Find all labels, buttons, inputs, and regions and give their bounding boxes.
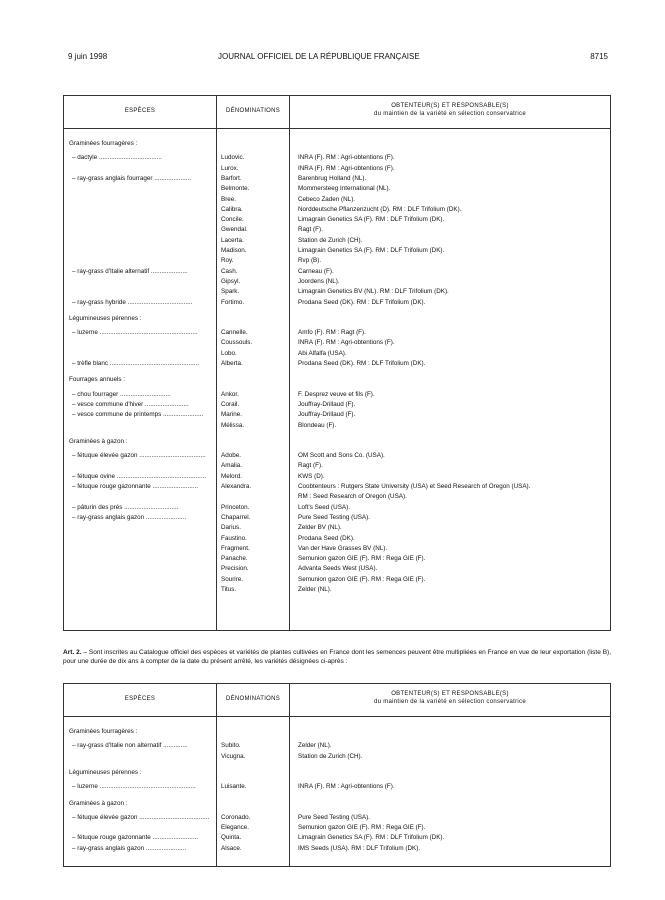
species-cell: – trèfle blanc ................................................... — [72, 360, 200, 367]
table-row — [64, 195, 610, 205]
table-row — [64, 564, 610, 574]
name-cell: Lobo. — [221, 349, 237, 357]
holder-cell: Prodana Seed (DK). — [298, 534, 355, 542]
holder-cell: Advanta Seeds West (USA). — [298, 565, 378, 573]
name-cell: Mélissa. — [221, 421, 245, 429]
holder-cell: Limagrain Genetics SA (F). RM : DLF Trifolium (DK). — [298, 247, 445, 254]
table-row — [64, 328, 610, 338]
species-cell: – ray-grass d'Italie non alternatif .............. — [72, 742, 188, 750]
holder-cell: Cebeco Zaden (NL). — [298, 195, 356, 203]
name-cell: Darius. — [221, 524, 241, 532]
holder-cell: Barenbrug Holland (NL). — [298, 174, 367, 182]
varieties-table-list-b — [63, 683, 611, 867]
name-cell: Quinta. — [221, 834, 242, 842]
table-row — [64, 503, 610, 513]
table-row — [64, 256, 610, 266]
holder-cell: Ragt (F). — [298, 462, 323, 470]
holder-cell: Coobtenteurs : Rutgers State University (USA) et Seed Research of Oregon (USA). — [298, 483, 531, 490]
holder-cell: INRA (F). RM : Agri-obtentions (F). — [298, 154, 395, 162]
name-cell: Marine. — [221, 411, 242, 419]
section-heading-row — [64, 768, 610, 778]
table-row — [64, 554, 610, 564]
holder-cell: OM Scott and Sons Co. (USA). — [298, 452, 385, 460]
header-journal-title: JOURNAL OFFICIEL DE LA RÉPUBLIQUE FRANÇAISE — [218, 52, 420, 61]
holder-cell: Semunion gazon GIE (F). RM : Rega GIE (F). — [298, 575, 426, 583]
holder-cell: Joordens (NL). — [298, 277, 340, 285]
table-row — [64, 451, 610, 461]
holder-cell: RM : Seed Research of Oregon (USA). — [298, 493, 407, 501]
table-row — [64, 267, 610, 277]
table-row — [64, 492, 610, 502]
species-cell: Graminées fourragères : — [69, 728, 138, 735]
table-header — [64, 96, 610, 129]
varieties-table-list-a — [63, 95, 611, 631]
holder-cell: INRA (F). RM : Agri-obtentions (F). — [298, 164, 395, 172]
holder-cell: Abi Alfalfa (USA). — [298, 349, 347, 357]
name-cell: Gipsyl. — [221, 277, 241, 285]
holder-cell: Pure Seed Testing (USA). — [298, 513, 370, 521]
column-header-species: ESPÈCES — [124, 108, 156, 114]
holder-cell: Zelder BV (NL). — [298, 524, 342, 532]
table-row — [64, 184, 610, 194]
name-cell: Adobe. — [221, 452, 241, 460]
table-row — [64, 390, 610, 400]
species-cell: – ray-grass anglais gazon ....................... — [72, 844, 187, 852]
table-row — [64, 349, 610, 359]
holder-cell: Limagrain Genetics SA (F). RM : DLF Trifolium (DK). — [298, 834, 445, 842]
name-cell: Roy. — [221, 257, 234, 265]
name-cell: Sourire. — [221, 575, 244, 583]
species-cell: Graminées à gazon : — [69, 437, 128, 445]
section-heading-row — [64, 799, 610, 809]
holder-cell: Zelder (NL). — [298, 742, 332, 750]
table-row — [64, 410, 610, 420]
section-heading-row — [64, 314, 610, 324]
species-cell: – ray-grass hybride ..................................... — [72, 298, 193, 306]
column-header-species: ESPÈCES — [124, 696, 156, 702]
table-row — [64, 833, 610, 843]
species-cell: – vesce commune d'hiver ......................... — [72, 400, 189, 408]
holder-cell: INRA (F). RM : Agri-obtentions (F). — [298, 783, 395, 791]
name-cell: Spark. — [221, 288, 240, 296]
holder-cell: Rvp (B). — [298, 257, 322, 265]
holder-cell: Semunion gazon GIE (F). RM : Rega GIE (F). — [298, 824, 426, 832]
name-cell: Cannelle. — [221, 329, 248, 337]
name-cell: Precision. — [221, 565, 249, 573]
name-cell: Belmonte. — [221, 185, 250, 193]
holder-cell: Limagrain Genetics BV (NL). RM : DLF Trifolium (DK). — [298, 288, 449, 296]
name-cell: Vicugna. — [221, 752, 246, 760]
table-row — [64, 277, 610, 287]
species-cell: – chou fourrager ............................. — [72, 390, 171, 398]
name-cell: Titus. — [221, 586, 237, 593]
name-cell: Madison. — [221, 247, 247, 254]
name-cell: Panache. — [221, 555, 248, 563]
table-row — [64, 741, 610, 751]
name-cell: Cash. — [221, 267, 238, 275]
column-header-holders-subtitle: du maintien de la variété en sélection conservatrice — [373, 699, 526, 705]
name-cell: Coronado. — [221, 813, 251, 821]
table-row — [64, 782, 610, 792]
name-cell: Princeton. — [221, 503, 250, 511]
table-row — [64, 205, 610, 215]
name-cell: Elegance. — [221, 824, 250, 832]
holder-cell: Carneau (F). — [298, 267, 334, 275]
table-row — [64, 544, 610, 554]
holder-cell: Mommersteeg International (NL). — [298, 185, 391, 193]
table-header — [64, 684, 610, 717]
article-label: Art. 2. — [63, 649, 82, 656]
table-row — [64, 523, 610, 533]
name-cell: Barfort. — [221, 174, 242, 182]
page-header — [68, 52, 608, 64]
table-row — [64, 513, 610, 523]
column-header-names: DÉNOMINATIONS — [225, 696, 281, 702]
article-text: – Sont inscrites au Catalogue officiel des espèces et variétés de plantes cultivées en France dont les semences peuvent être multipliées en France en vue de leur exportation (liste B), pour une durée de dix ans à compter de la date du présent arrêté, les variétés désignées ci-après : — [63, 649, 611, 665]
holder-cell: Loft's Seed (USA). — [298, 503, 350, 511]
table-row — [64, 298, 610, 308]
name-cell: Melord. — [221, 472, 242, 480]
species-cell: – fétuque rouge gazonnante .......................... — [72, 834, 199, 842]
species-cell: – ray-grass d'Italie alternatif ..................... — [72, 267, 188, 275]
species-cell: – fétuque élevée gazon ........................................ — [72, 813, 210, 821]
name-cell: Calibra. — [221, 205, 243, 213]
table-row — [64, 472, 610, 482]
holder-cell: Pure Seed Testing (USA). — [298, 813, 370, 821]
species-cell: – ray-grass anglais gazon ....................... — [72, 513, 187, 521]
table-row — [64, 752, 610, 762]
species-cell: – fétuque rouge gazonnante .......................... — [72, 483, 199, 490]
species-cell: Légumineuses pérennes : — [69, 314, 142, 322]
column-header-holders: OBTENTEUR(S) ET RESPONSABLE(S) — [391, 103, 509, 109]
species-cell: – luzerne ....................................................... — [72, 783, 196, 791]
section-heading-row — [64, 139, 610, 149]
name-cell: Amalia. — [221, 462, 242, 470]
holder-cell: IMS Seeds (USA). RM : DLF Trifolium (DK). — [298, 844, 421, 852]
name-cell: Gwendal. — [221, 226, 248, 234]
holder-cell: KWS (D). — [298, 472, 325, 480]
species-cell: – dactyle .................................... — [72, 154, 162, 162]
species-cell: Fourrages annuels : — [69, 376, 126, 384]
holder-cell: INRA (F). RM : Agri-obtentions (F). — [298, 339, 395, 347]
table-row — [64, 823, 610, 833]
species-cell: Graminées fourragères : — [69, 140, 138, 147]
holder-cell: Station de Zurich (CH). — [298, 752, 363, 760]
table-row — [64, 236, 610, 246]
holder-cell: Prodana Seed (DK). RM : DLF Trifolium (DK). — [298, 360, 426, 367]
holder-cell: Norddeutsche Pflanzenzucht (D). RM : DLF Trifolium (DK). — [298, 205, 462, 213]
table-row — [64, 534, 610, 544]
species-cell: – fétuque ovine ................................................... — [72, 472, 207, 480]
article-2-paragraph — [63, 648, 611, 666]
species-cell: – fétuque élevée gazon ...................................... — [72, 452, 206, 460]
name-cell: Alsace. — [221, 844, 242, 852]
table-row — [64, 287, 610, 297]
name-cell: Fortimo. — [221, 298, 245, 306]
header-page-number: 8715 — [590, 52, 608, 61]
name-cell: Bree. — [221, 195, 237, 203]
name-cell: Faustino. — [221, 534, 247, 542]
name-cell: Corail. — [221, 400, 240, 408]
section-heading-row — [64, 727, 610, 737]
holder-cell: Van der Have Grasses BV (NL). — [298, 544, 388, 552]
species-cell: – luzerne ........................................................ — [72, 329, 198, 337]
holder-cell: Amfo (F). RM : Ragt (F). — [298, 329, 366, 337]
name-cell: Concile. — [221, 216, 244, 224]
name-cell: Ankor. — [221, 390, 239, 398]
species-cell: – vesce commune de printemps ....................... — [72, 411, 204, 419]
holder-cell: Ragt (F). — [298, 226, 323, 234]
table-row — [64, 174, 610, 184]
header-date: 9 juin 1998 — [68, 52, 108, 61]
species-cell: – pâturin des prés ............................... — [72, 503, 179, 511]
holder-cell: Prodana Seed (DK). RM : DLF Trifolium (DK). — [298, 298, 426, 306]
name-cell: Alexandra. — [221, 483, 252, 490]
holder-cell: Zelder (NL). — [298, 586, 332, 593]
table-row — [64, 585, 610, 595]
table-row — [64, 153, 610, 163]
table-row — [64, 575, 610, 585]
table-row — [64, 844, 610, 854]
table-row — [64, 359, 610, 369]
section-heading-row — [64, 375, 610, 385]
section-heading-row — [64, 437, 610, 447]
table-row — [64, 421, 610, 431]
holder-cell: Blondeau (F). — [298, 421, 337, 429]
table-row — [64, 338, 610, 348]
name-cell: Chaparrel. — [221, 513, 251, 521]
holder-cell: Limagrain Genetics SA (F). RM : DLF Trifolium (DK). — [298, 216, 445, 224]
species-cell: Légumineuses pérennes : — [69, 768, 142, 776]
table-row — [64, 461, 610, 471]
column-header-holders-subtitle: du maintien de la variété en sélection conservatrice — [373, 111, 526, 117]
name-cell: Subito. — [221, 742, 241, 750]
name-cell: Ludovic. — [221, 154, 245, 162]
name-cell: Coussouls. — [221, 339, 253, 347]
column-header-names: DÉNOMINATIONS — [225, 108, 281, 114]
name-cell: Lurox. — [221, 164, 239, 172]
name-cell: Fragment. — [221, 544, 250, 552]
species-cell: Graminées à gazon : — [69, 799, 128, 807]
holder-cell: Jouffray-Drillaud (F). — [298, 411, 356, 419]
table-row — [64, 215, 610, 225]
holder-cell: Jouffray-Drillaud (F). — [298, 400, 356, 408]
table-row — [64, 225, 610, 235]
species-cell: – ray-grass anglais fourrager ..................... — [72, 174, 191, 182]
holder-cell: F. Desprez veuve et fils (F). — [298, 390, 375, 398]
name-cell: Luisante. — [221, 783, 247, 791]
holder-cell: Station de Zurich (CH). — [298, 236, 363, 244]
name-cell: Lacerta. — [221, 236, 244, 244]
table-row — [64, 246, 610, 256]
table-row — [64, 813, 610, 823]
name-cell: Alberta. — [221, 360, 243, 367]
holder-cell: Semunion gazon GIE (F). RM : Rega GIE (F). — [298, 555, 426, 563]
table-row — [64, 164, 610, 174]
table-row — [64, 400, 610, 410]
table-row — [64, 482, 610, 492]
column-header-holders: OBTENTEUR(S) ET RESPONSABLE(S) — [391, 691, 509, 697]
